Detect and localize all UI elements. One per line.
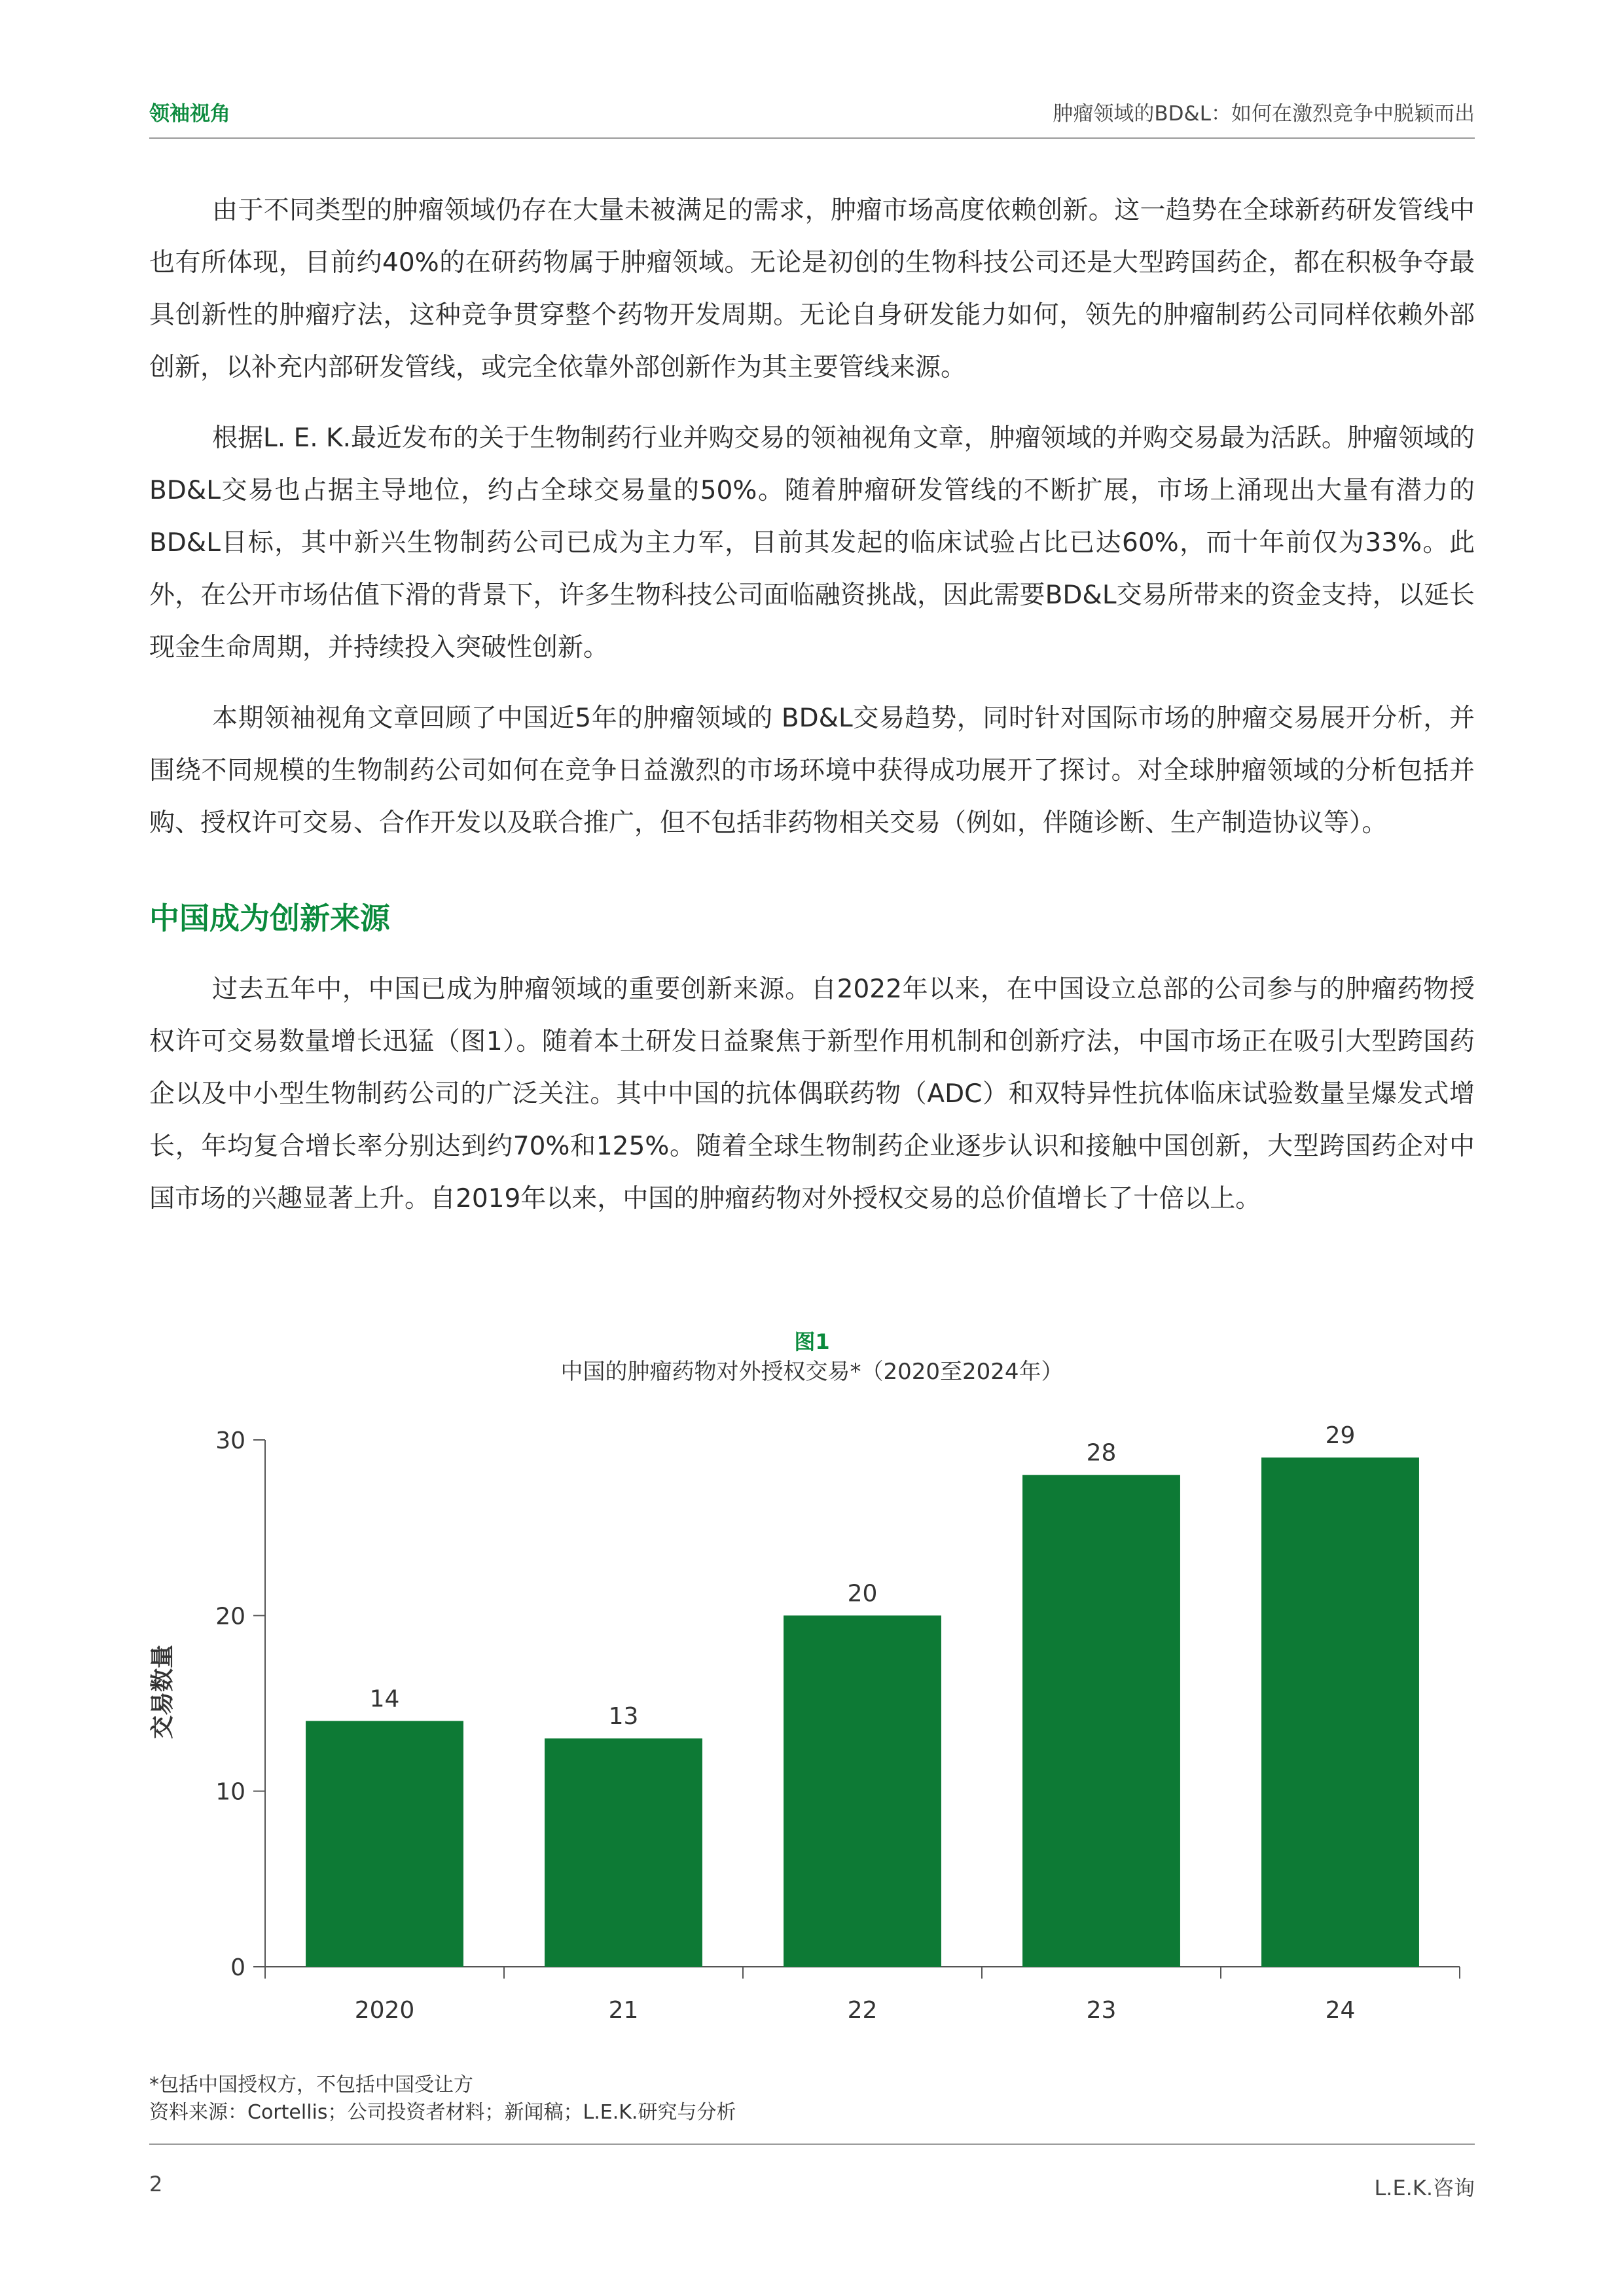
section-heading: 中国成为创新来源 bbox=[149, 901, 390, 936]
bar-22 bbox=[784, 1615, 941, 1967]
header-divider bbox=[149, 137, 1475, 139]
y-tick-label: 10 bbox=[215, 1778, 245, 1806]
bar-value-label: 20 bbox=[847, 1580, 878, 1607]
bar-value-label: 13 bbox=[608, 1703, 639, 1731]
y-axis-label: 交易数量 bbox=[149, 1644, 176, 1740]
bar-23 bbox=[1022, 1475, 1180, 1967]
x-tick-label: 22 bbox=[847, 1997, 878, 2024]
header-document-title: 肿瘤领域的BD&L：如何在激烈竞争中脱颖而出 bbox=[1053, 102, 1475, 126]
x-tick-label: 23 bbox=[1086, 1997, 1117, 2024]
bar-chart bbox=[144, 1394, 1479, 2049]
figure-notes bbox=[149, 2072, 736, 2126]
figure-label: 图1 bbox=[794, 1329, 830, 1354]
section-paragraph: 过去五年中，中国已成为肿瘤领域的重要创新来源。自2022年以来，在中国设立总部的公司参与的肿瘤药物授权许可交易数量增长迅猛（图1）。随着本土研发日益聚焦于新型作用机制和创新疗法，中国市场正在吸引大型跨国药企以及中小型生物制药公司的广泛关注。其中中国的抗体偶联药物（ADC）和双特异性抗体临床试验数量呈爆发式增长，年均复合增长率分别达到约70%和125%。随着全球生物制药企业逐步认识和接触中国创新，大型跨国药企对中国市场的兴趣显著上升。自2019年以来，中国的肿瘤药物对外授权交易的总价值增长了十倍以上。 bbox=[149, 975, 1475, 1213]
paragraph-1: 由于不同类型的肿瘤领域仍存在大量未被满足的需求，肿瘤市场高度依赖创新。这一趋势在全球新药研发管线中也有所体现，目前约40%的在研药物属于肿瘤领域。无论是初创的生物科技公司还是大型跨国药企，都在积极争夺最具创新性的肿瘤疗法，这种竞争贯穿整个药物开发周期。无论自身研发能力如何，领先的肿瘤制药公司同样依赖外部创新，以补充内部研发管线，或完全依靠外部创新作为其主要管线来源。 bbox=[149, 196, 1475, 382]
bar-24 bbox=[1261, 1458, 1419, 1967]
paragraph-2: 根据L. E. K.最近发布的关于生物制药行业并购交易的领袖视角文章，肿瘤领域的并购交易最为活跃。肿瘤领域的BD&L交易也占据主导地位，约占全球交易量的50%。随着肿瘤研发管线的不断扩展，市场上涌现出大量有潜力的BD&L目标，其中新兴生物制药公司已成为主力军，目前其发起的临床试验占比已达60%，而十年前仅为33%。此外，在公开市场估值下滑的背景下，许多生物科技公司面临融资挑战，因此需要BD&L交易所带来的资金支持，以延长现金生命周期，并持续投入突破性创新。 bbox=[149, 423, 1475, 662]
x-tick-label: 24 bbox=[1325, 1997, 1356, 2024]
paragraph-3: 本期领袖视角文章回顾了中国近5年的肿瘤领域的 BD&L交易趋势，同时针对国际市场的肿瘤交易展开分析，并围绕不同规模的生物制药公司如何在竞争日益激烈的市场环境中获得成功展开了探讨。对全球肿瘤领域的分析包括并购、授权许可交易、合作开发以及联合推广，但不包括非药物相关交易（例如，伴随诊断、生产制造协议等）。 bbox=[149, 704, 1475, 838]
x-tick-label: 2020 bbox=[354, 1997, 415, 2024]
y-tick-label: 30 bbox=[215, 1427, 245, 1454]
source-note: 资料来源：Cortellis；公司投资者材料；新闻稿；L.E.K.研究与分析 bbox=[149, 2101, 736, 2124]
y-tick-label: 0 bbox=[230, 1954, 245, 1981]
bar-value-label: 28 bbox=[1086, 1439, 1117, 1467]
y-tick-label: 20 bbox=[215, 1603, 245, 1630]
bar-value-label: 14 bbox=[369, 1685, 400, 1713]
footer-divider bbox=[149, 2144, 1475, 2145]
header-section-label: 领袖视角 bbox=[149, 102, 230, 126]
bar-21 bbox=[545, 1738, 702, 1967]
footer-brand: L.E.K.咨询 bbox=[1374, 2176, 1475, 2200]
article-body bbox=[149, 185, 1475, 1244]
chart-bars bbox=[306, 1422, 1419, 1967]
x-tick-label: 21 bbox=[608, 1997, 639, 2024]
bar-2020 bbox=[306, 1721, 463, 1967]
page-number: 2 bbox=[149, 2172, 163, 2197]
bar-value-label: 29 bbox=[1325, 1422, 1356, 1449]
footnote: *包括中国授权方，不包括中国受让方 bbox=[149, 2073, 473, 2096]
figure-title: 中国的肿瘤药物对外授权交易*（2020至2024年） bbox=[560, 1359, 1064, 1385]
